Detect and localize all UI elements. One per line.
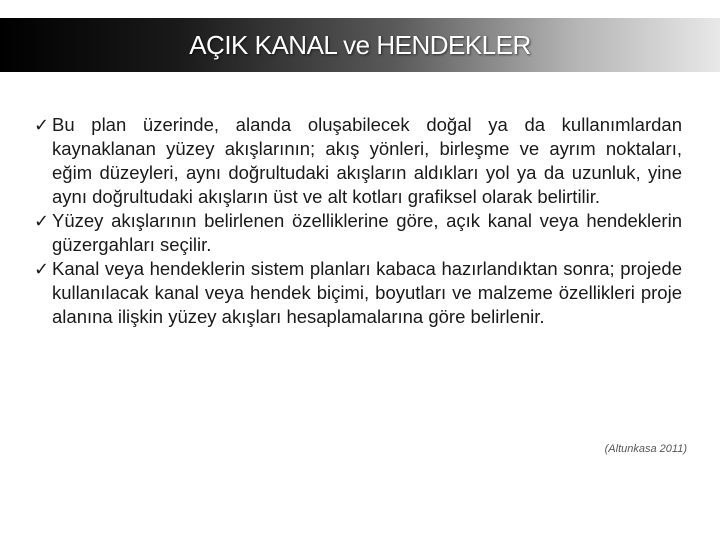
bullet-item [34, 257, 682, 329]
bullet-text: Kanal veya hendeklerin sistem planları kabaca hazırlandıktan sonra; projede kullanılacak kanal veya hendek biçimi, boyutları ve malzeme özellikleri proje alanına ilişkin yüzey akışları hesaplamalarına göre belirlenir. [52, 258, 682, 327]
check-mark-icon: ✓ [34, 115, 50, 135]
bullet-item [34, 113, 682, 209]
bullet-text: Bu plan üzerinde, alanda oluşabilecek doğal ya da kullanımlardan kaynaklanan yüzey akışlarının; akış yönleri, birleşme ve ayrım noktaları, eğim düzeyleri, aynı doğrultudaki akışların aldıkları yol ya da uzunluk, yine aynı doğrultudaki akışların üst ve alt kotları grafiksel olarak belirtilir. [52, 114, 682, 207]
bullet-item [34, 209, 682, 257]
check-mark-icon: ✓ [34, 259, 50, 279]
bullet-list [34, 113, 682, 329]
check-mark-icon: ✓ [34, 211, 50, 231]
page-title: AÇIK KANAL ve HENDEKLER [189, 30, 531, 60]
title-banner [0, 18, 720, 72]
citation: (Altunkasa 2011) [604, 443, 687, 455]
bullet-text: Yüzey akışlarının belirlenen özelliklerine göre, açık kanal veya hendeklerin güzergahları seçilir. [52, 210, 682, 255]
